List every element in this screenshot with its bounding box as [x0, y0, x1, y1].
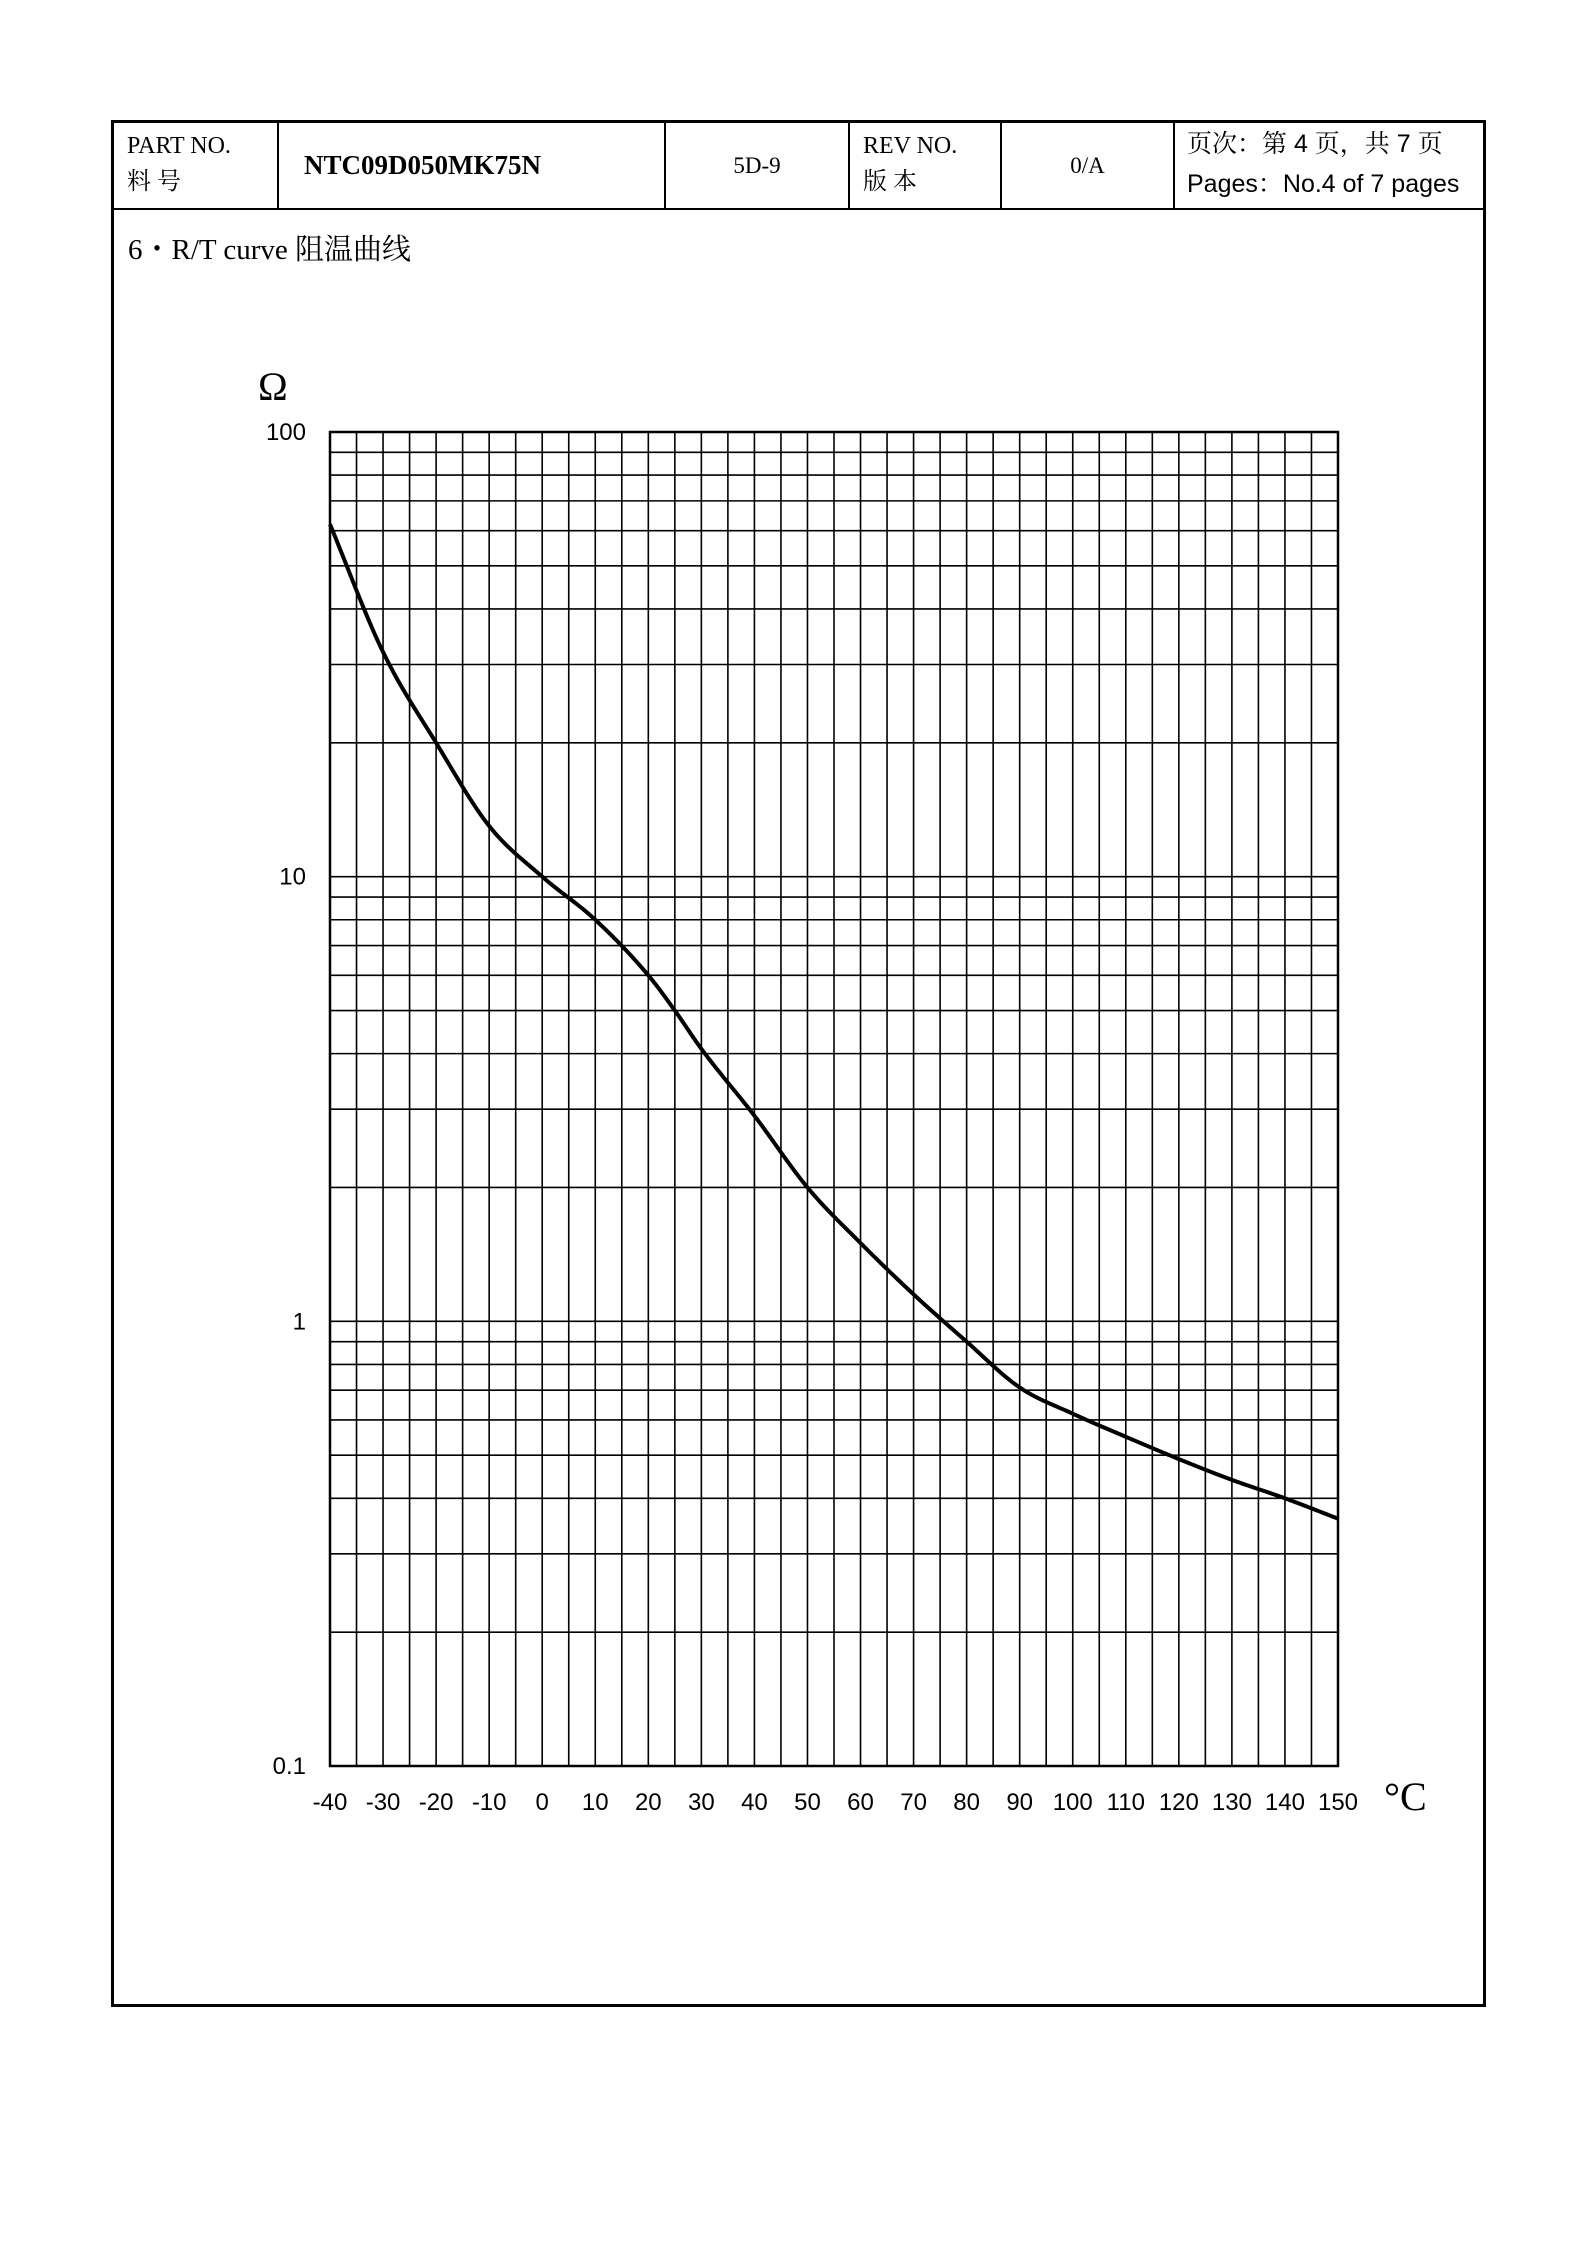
axis-labels: [258, 364, 1427, 1819]
x-tick-label: -40: [312, 1789, 348, 1816]
part-no-label-cn: 料 号: [127, 169, 181, 195]
x-tick-label: 150: [1317, 1789, 1359, 1816]
x-axis-unit: °C: [1384, 1774, 1427, 1819]
section-title: 6・R/T curve 阻温曲线: [128, 234, 411, 266]
y-tick-label: 1: [292, 1308, 306, 1336]
rev-value: 0/A: [1070, 152, 1105, 178]
part-no-label-en: PART NO.: [127, 133, 231, 159]
x-tick-label: 50: [794, 1789, 821, 1816]
x-tick-label: 110: [1106, 1789, 1145, 1816]
x-tick-label: 140: [1264, 1789, 1305, 1816]
x-tick-label: 70: [900, 1789, 927, 1816]
rev-label-en: REV NO.: [863, 133, 958, 159]
x-tick-label: 30: [688, 1789, 715, 1816]
y-tick-label: 10: [279, 863, 306, 891]
x-tick-label: 60: [847, 1789, 874, 1816]
x-tick-label: 130: [1211, 1789, 1252, 1816]
y-tick-label: 0.1: [272, 1753, 306, 1780]
x-tick-label: -10: [471, 1789, 507, 1816]
x-tick-label: -30: [365, 1789, 401, 1816]
x-tick-label: -20: [418, 1789, 454, 1816]
y-tick-label: 100: [265, 419, 306, 446]
pages-cn: 页次：第 4 页，共 7 页: [1187, 130, 1443, 158]
x-tick-label: 10: [581, 1789, 609, 1816]
drawing-code: 5D-9: [733, 152, 781, 178]
x-tick-label: 90: [1006, 1789, 1034, 1816]
x-tick-label: 20: [634, 1789, 662, 1816]
x-tick-label: 100: [1052, 1789, 1093, 1816]
rev-label-cn: 版 本: [863, 169, 917, 195]
x-tick-label: 120: [1158, 1789, 1199, 1816]
grid: [330, 432, 1338, 1766]
part-no-value: NTC09D050MK75N: [304, 150, 541, 180]
pages-en: Pages：No.4 of 7 pages: [1187, 170, 1460, 198]
y-axis-unit: Ω: [258, 364, 288, 409]
x-tick-label: 80: [953, 1789, 980, 1816]
x-tick-label: 40: [741, 1789, 768, 1816]
x-tick-label: 0: [535, 1789, 549, 1816]
